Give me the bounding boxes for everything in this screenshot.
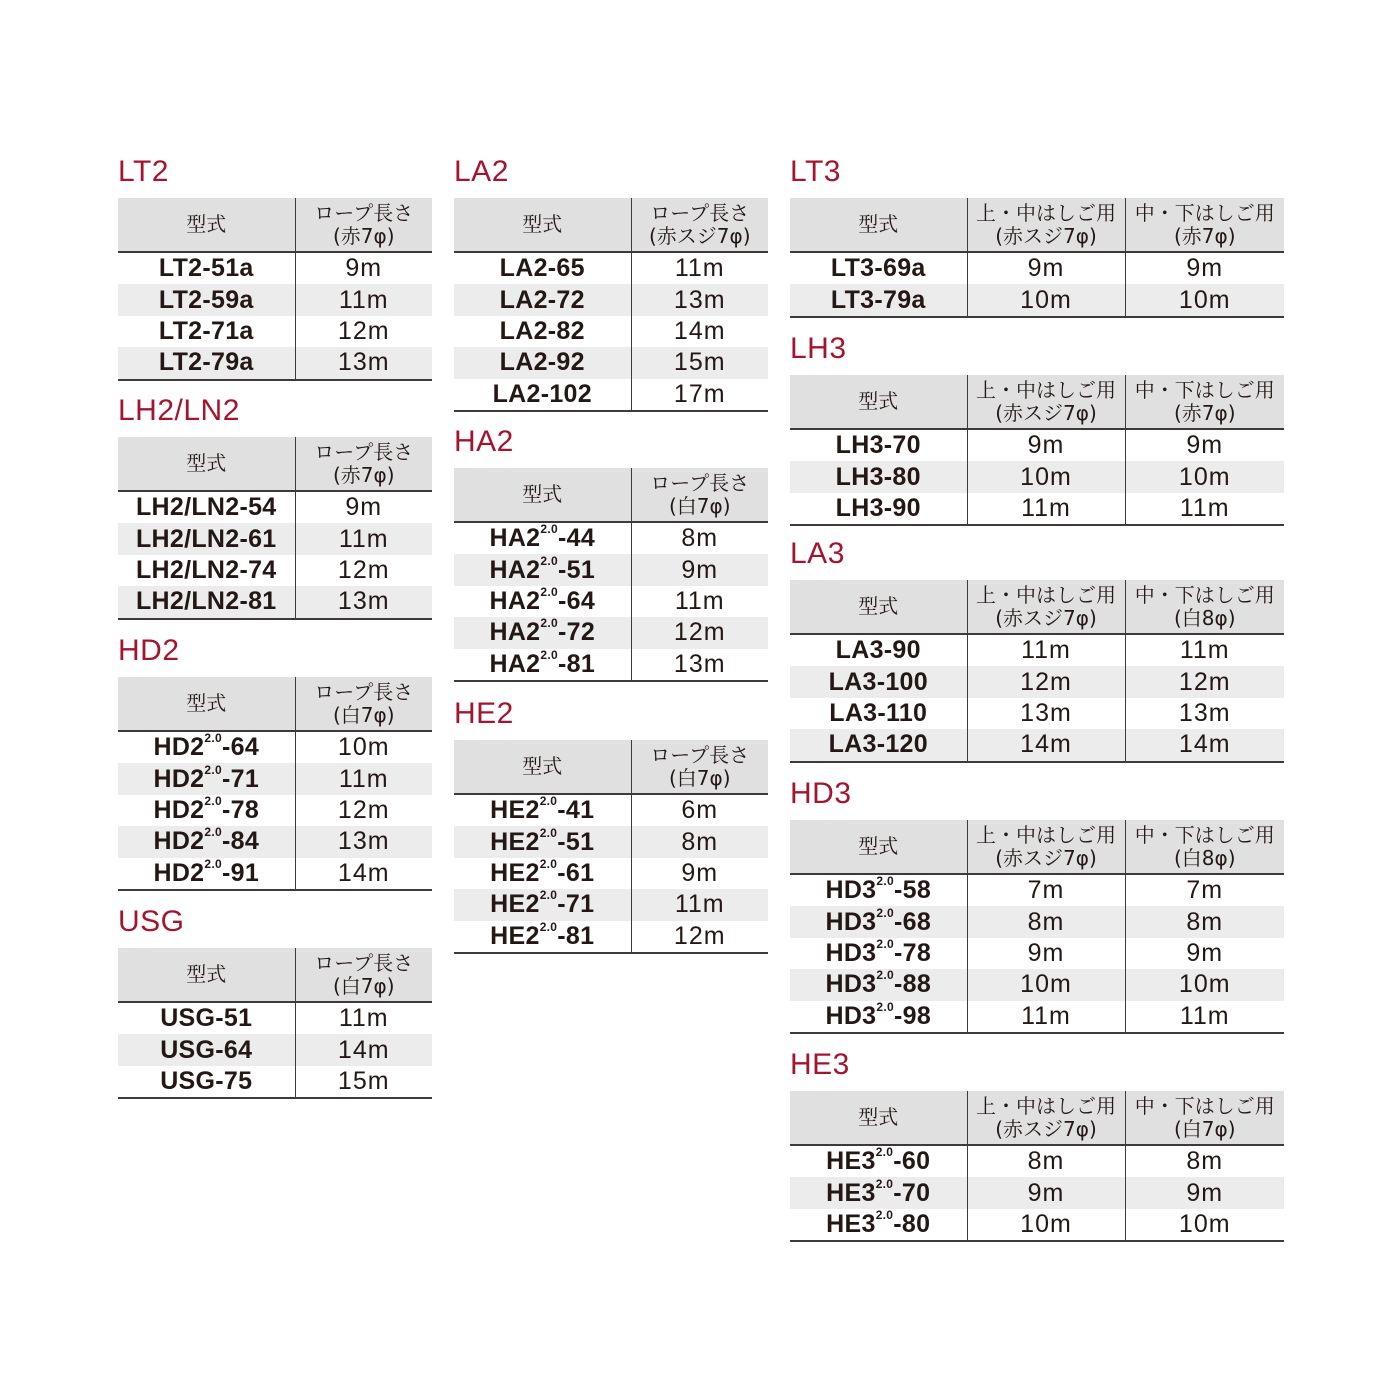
section-title: HD3 xyxy=(790,777,852,810)
table-row: $HE2^{2.0}-61$ 9m xyxy=(454,858,768,889)
header-model: 型式 xyxy=(790,1091,967,1145)
table-row: $HE3^{2.0}-70$ 9m 9m xyxy=(790,1177,1284,1208)
header-rope-length: ロープ長さ (赤7φ) xyxy=(295,198,432,252)
table-row: LT3-79a 10m 10m xyxy=(790,284,1284,316)
header-upper-ladder: 上・中はしご用 (赤スジ7φ) xyxy=(967,375,1125,429)
header-model: 型式 xyxy=(118,198,295,252)
table-row: $HD2^{2.0}-78$ 12m xyxy=(118,795,432,826)
section-title: LH2/LN2 xyxy=(118,394,240,427)
table-row: $HD3^{2.0}-98$ 11m 11m xyxy=(790,1001,1284,1033)
section-title: LH3 xyxy=(790,332,847,365)
table-row: USG-75 15m xyxy=(118,1066,432,1098)
table-row: LA2-92 15m xyxy=(454,347,768,378)
table-row: LT2-79a 13m xyxy=(118,347,432,379)
table-row: USG-51 11m xyxy=(118,1002,432,1034)
table-row: $HE2^{2.0}-51$ 8m xyxy=(454,826,768,857)
header-rope-length: ロープ長さ (白7φ) xyxy=(631,468,768,522)
table-row: LA2-72 13m xyxy=(454,284,768,315)
spec-table xyxy=(118,677,432,891)
table-block-he2 xyxy=(454,697,768,954)
table-row: $HA2^{2.0}-72$ 12m xyxy=(454,617,768,648)
table-block-hd2 xyxy=(118,634,432,891)
section-title: HD2 xyxy=(118,634,180,667)
table-row: $HD3^{2.0}-68$ 8m 8m xyxy=(790,906,1284,937)
section-title: HE2 xyxy=(454,697,514,730)
table-row: $HE3^{2.0}-80$ 10m 10m xyxy=(790,1209,1284,1241)
spec-table xyxy=(790,1091,1284,1242)
table-row: LH3-80 10m 10m xyxy=(790,461,1284,492)
table-row: $HA2^{2.0}-51$ 9m xyxy=(454,554,768,585)
section-title: LA3 xyxy=(790,537,845,570)
table-row: $HD3^{2.0}-88$ 10m 10m xyxy=(790,969,1284,1000)
table-row: LH3-90 11m 11m xyxy=(790,493,1284,525)
table-row: LH2/LN2-61 11m xyxy=(118,523,432,554)
header-upper-ladder: 上・中はしご用 (赤スジ7φ) xyxy=(967,1091,1125,1145)
table-row: $HD2^{2.0}-91$ 14m xyxy=(118,858,432,890)
table-block-lt3 xyxy=(790,155,1284,318)
table-row: $HE2^{2.0}-71$ 11m xyxy=(454,889,768,920)
section-title: LA2 xyxy=(454,155,509,188)
header-model: 型式 xyxy=(790,580,967,634)
table-row: $HE3^{2.0}-60$ 8m 8m xyxy=(790,1145,1284,1177)
table-row: $HD2^{2.0}-64$ 10m xyxy=(118,731,432,763)
header-upper-ladder: 上・中はしご用 (赤スジ7φ) xyxy=(967,820,1125,874)
table-row: LH3-70 9m 9m xyxy=(790,429,1284,461)
table-row: LH2/LN2-81 13m xyxy=(118,586,432,618)
header-model: 型式 xyxy=(454,740,631,794)
table-row: $HA2^{2.0}-81$ 13m xyxy=(454,649,768,681)
header-lower-ladder: 中・下はしご用 (赤7φ) xyxy=(1125,198,1284,252)
header-lower-ladder: 中・下はしご用 (白8φ) xyxy=(1125,820,1284,874)
table-block-usg xyxy=(118,905,432,1099)
table-row: LA2-102 17m xyxy=(454,379,768,411)
table-row: LA3-100 12m 12m xyxy=(790,666,1284,697)
table-row: LA3-110 13m 13m xyxy=(790,698,1284,729)
table-block-la3 xyxy=(790,537,1284,763)
section-title: USG xyxy=(118,905,185,938)
header-upper-ladder: 上・中はしご用 (赤スジ7φ) xyxy=(967,198,1125,252)
table-row: $HE2^{2.0}-41$ 6m xyxy=(454,794,768,826)
header-model: 型式 xyxy=(454,198,631,252)
table-row: LT2-51a 9m xyxy=(118,252,432,284)
table-row: $HD2^{2.0}-71$ 11m xyxy=(118,763,432,794)
table-row: LA3-120 14m 14m xyxy=(790,729,1284,761)
section-title: LT2 xyxy=(118,155,169,188)
spec-table xyxy=(118,437,432,620)
header-model: 型式 xyxy=(118,677,295,731)
table-row: LA3-90 11m 11m xyxy=(790,634,1284,666)
spec-table xyxy=(790,375,1284,526)
header-model: 型式 xyxy=(790,820,967,874)
table-row: LA2-65 11m xyxy=(454,252,768,284)
table-row: LH2/LN2-74 12m xyxy=(118,555,432,586)
section-title: HA2 xyxy=(454,425,514,458)
header-rope-length: ロープ長さ (赤7φ) xyxy=(295,437,432,491)
spec-table xyxy=(454,740,768,954)
table-row: $HD3^{2.0}-58$ 7m 7m xyxy=(790,874,1284,906)
table-block-lh2 xyxy=(118,394,432,620)
header-upper-ladder: 上・中はしご用 (赤スジ7φ) xyxy=(967,580,1125,634)
table-row: $HA2^{2.0}-44$ 8m xyxy=(454,522,768,554)
spec-table xyxy=(790,580,1284,763)
header-lower-ladder: 中・下はしご用 (白7φ) xyxy=(1125,1091,1284,1145)
header-model: 型式 xyxy=(454,468,631,522)
table-block-lt2 xyxy=(118,155,432,381)
header-lower-ladder: 中・下はしご用 (白8φ) xyxy=(1125,580,1284,634)
header-rope-length: ロープ長さ (赤スジ7φ) xyxy=(631,198,768,252)
header-lower-ladder: 中・下はしご用 (赤7φ) xyxy=(1125,375,1284,429)
table-row: LT2-59a 11m xyxy=(118,284,432,315)
section-title: LT3 xyxy=(790,155,841,188)
spec-table xyxy=(118,948,432,1099)
table-row: LH2/LN2-54 9m xyxy=(118,491,432,523)
table-row: LA2-82 14m xyxy=(454,316,768,347)
table-block-la2 xyxy=(454,155,768,412)
spec-table xyxy=(790,198,1284,318)
table-block-lh3 xyxy=(790,332,1284,526)
table-row: $HE2^{2.0}-81$ 12m xyxy=(454,921,768,953)
table-row: USG-64 14m xyxy=(118,1034,432,1065)
section-title: HE3 xyxy=(790,1048,850,1081)
header-rope-length: ロープ長さ (白7φ) xyxy=(295,677,432,731)
header-rope-length: ロープ長さ (白7φ) xyxy=(631,740,768,794)
table-row: LT3-69a 9m 9m xyxy=(790,252,1284,284)
table-row: LT2-71a 12m xyxy=(118,316,432,347)
header-model: 型式 xyxy=(790,198,967,252)
header-model: 型式 xyxy=(790,375,967,429)
header-model: 型式 xyxy=(118,948,295,1002)
spec-table xyxy=(454,198,768,412)
table-block-hd3 xyxy=(790,777,1284,1034)
spec-table xyxy=(118,198,432,381)
spec-table xyxy=(454,468,768,682)
table-block-ha2 xyxy=(454,425,768,682)
table-block-he3 xyxy=(790,1048,1284,1242)
header-rope-length: ロープ長さ (白7φ) xyxy=(295,948,432,1002)
table-row: $HA2^{2.0}-64$ 11m xyxy=(454,586,768,617)
header-model: 型式 xyxy=(118,437,295,491)
table-row: $HD2^{2.0}-84$ 13m xyxy=(118,826,432,857)
spec-table xyxy=(790,820,1284,1034)
table-row: $HD3^{2.0}-78$ 9m 9m xyxy=(790,938,1284,969)
